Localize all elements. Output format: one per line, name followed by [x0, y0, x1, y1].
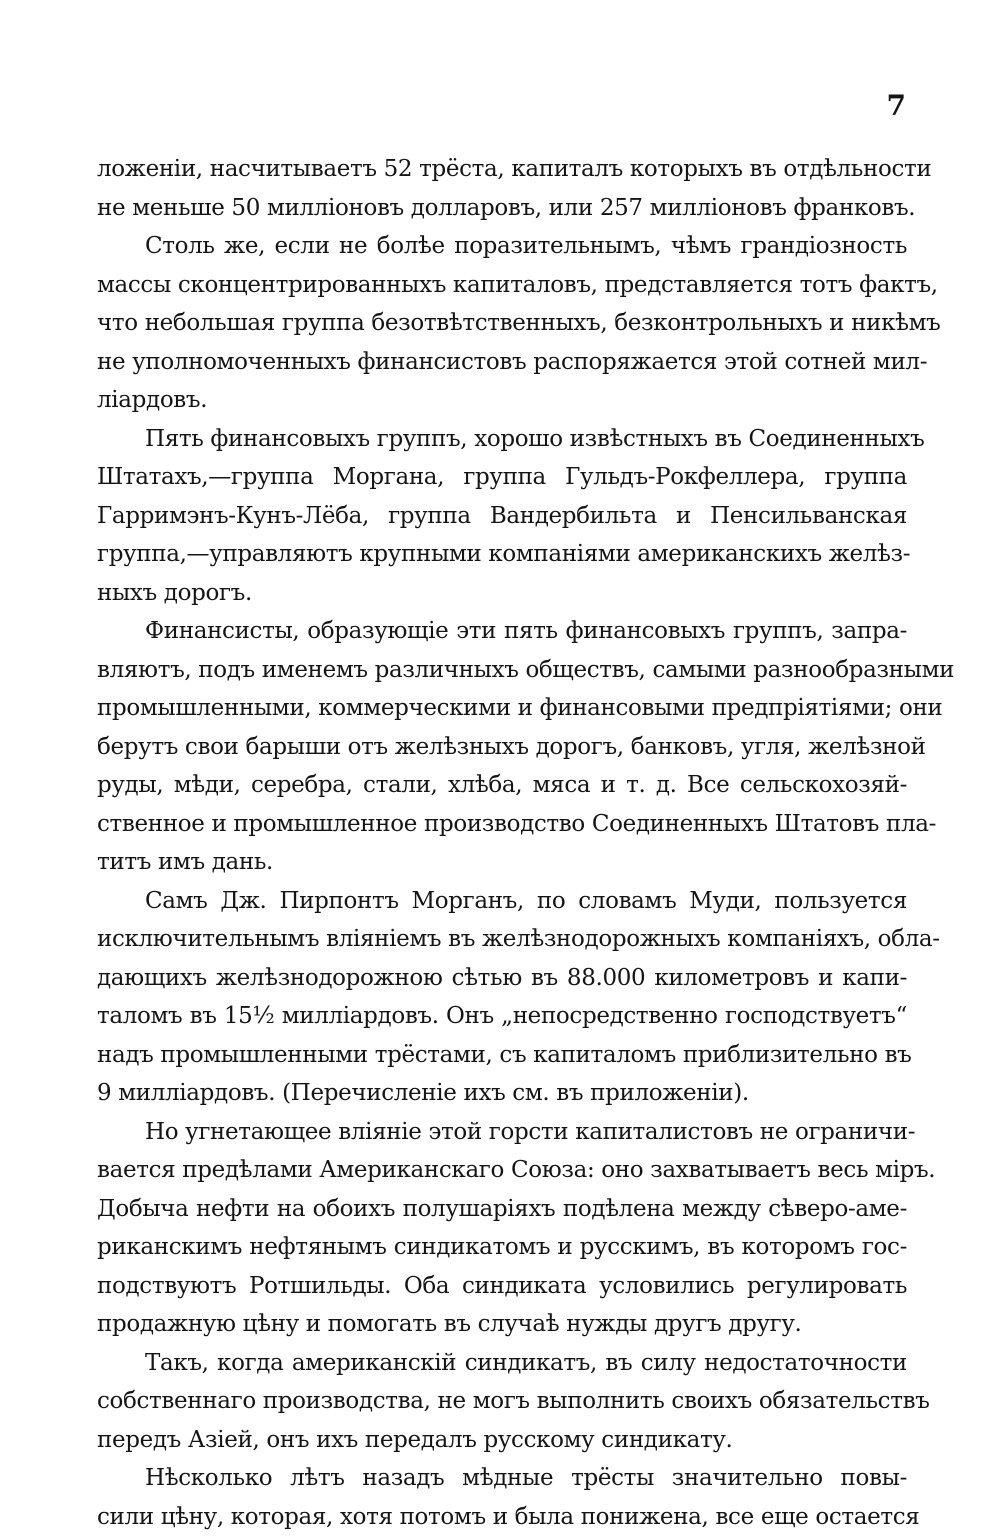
- text-line: Гарримэнъ-Кунъ-Лёба, группа Вандербильта и Пенсильванская: [97, 497, 907, 536]
- text-line: берутъ свои барыши отъ желѣзныхъ дорогъ, банковъ, угля, желѣзной: [97, 728, 907, 767]
- text-line: Пять финансовыхъ группъ, хорошо извѣстныхъ въ Соединенныхъ: [97, 420, 907, 459]
- text-line: Столь же, если не болѣе поразительнымъ, чѣмъ грандіозность: [97, 227, 907, 266]
- text-line: ліардовъ.: [97, 381, 907, 420]
- text-line: передъ Азіей, онъ ихъ передалъ русскому синдикату.: [97, 1421, 907, 1460]
- text-line: что небольшая группа безотвѣтственныхъ, безконтрольныхъ и никѣмъ: [97, 304, 907, 343]
- text-line: ныхъ дорогъ.: [97, 574, 907, 613]
- text-line: Добыча нефти на обоихъ полушаріяхъ подѣлена между сѣверо-аме-: [97, 1190, 907, 1229]
- text-line: надъ промышленными трёстами, съ капиталомъ приблизительно въ: [97, 1036, 907, 1075]
- text-line: подствуютъ Ротшильды. Оба синдиката условились регулировать: [97, 1267, 907, 1306]
- text-line: собственнаго производства, не могъ выполнить своихъ обязательствъ: [97, 1382, 907, 1421]
- text-line: руды, мѣди, серебра, стали, хлѣба, мяса и т. д. Все сельскохозяй-: [97, 766, 907, 805]
- text-line: вляютъ, подъ именемъ различныхъ обществъ, самыми разнообразными: [97, 651, 907, 690]
- text-line: Финансисты, образующіе эти пять финансовыхъ группъ, запра-: [97, 612, 907, 651]
- text-line: сили цѣну, которая, хотя потомъ и была понижена, все еще остается: [97, 1498, 907, 1536]
- text-line: не уполномоченныхъ финансистовъ распоряжается этой сотней мил-: [97, 343, 907, 382]
- text-line: ложеніи, насчитываетъ 52 трёста, капиталъ которыхъ въ отдѣльности: [97, 150, 907, 189]
- text-line: таломъ въ 15½ милліардовъ. Онъ „непосредственно господствуетъ“: [97, 997, 907, 1036]
- text-line: не меньше 50 милліоновъ долларовъ, или 257 милліоновъ франковъ.: [97, 189, 907, 228]
- text-line: Самъ Дж. Пирпонтъ Морганъ, по словамъ Муди, пользуется: [97, 882, 907, 921]
- text-line: Но угнетающее вліяніе этой горсти капиталистовъ не ограничи-: [97, 1113, 907, 1152]
- text-line: Штатахъ,—группа Моргана, группа Гульдъ-Рокфеллера, группа: [97, 458, 907, 497]
- text-line: вается предѣлами Американскаго Союза: оно захватываетъ весь міръ.: [97, 1151, 907, 1190]
- text-line: Такъ, когда американскій синдикатъ, въ силу недостаточности: [97, 1344, 907, 1383]
- text-line: Нѣсколько лѣтъ назадъ мѣдные трёсты значительно повы-: [97, 1459, 907, 1498]
- text-line: исключительнымъ вліяніемъ въ желѣзнодорожныхъ компаніяхъ, обла-: [97, 920, 907, 959]
- text-line: группа,—управляютъ крупными компаніями американскихъ желѣз-: [97, 535, 907, 574]
- text-line: 9 милліардовъ. (Перечисленіе ихъ см. въ приложеніи).: [97, 1074, 907, 1113]
- text-line: дающихъ желѣзнодорожною сѣтью въ 88.000 километровъ и капи-: [97, 959, 907, 998]
- text-line: массы сконцентрированныхъ капиталовъ, представляется тотъ фактъ,: [97, 266, 907, 305]
- text-line: титъ имъ дань.: [97, 843, 907, 882]
- text-line: риканскимъ нефтянымъ синдикатомъ и русскимъ, въ которомъ гос-: [97, 1228, 907, 1267]
- body-text: [97, 150, 907, 1536]
- text-line: ственное и промышленное производство Соединенныхъ Штатовъ пла-: [97, 805, 907, 844]
- text-line: промышленными, коммерческими и финансовыми предпріятіями; они: [97, 689, 907, 728]
- page-number: 7: [887, 92, 906, 120]
- text-line: продажную цѣну и помогать въ случаѣ нужды другъ другу.: [97, 1305, 907, 1344]
